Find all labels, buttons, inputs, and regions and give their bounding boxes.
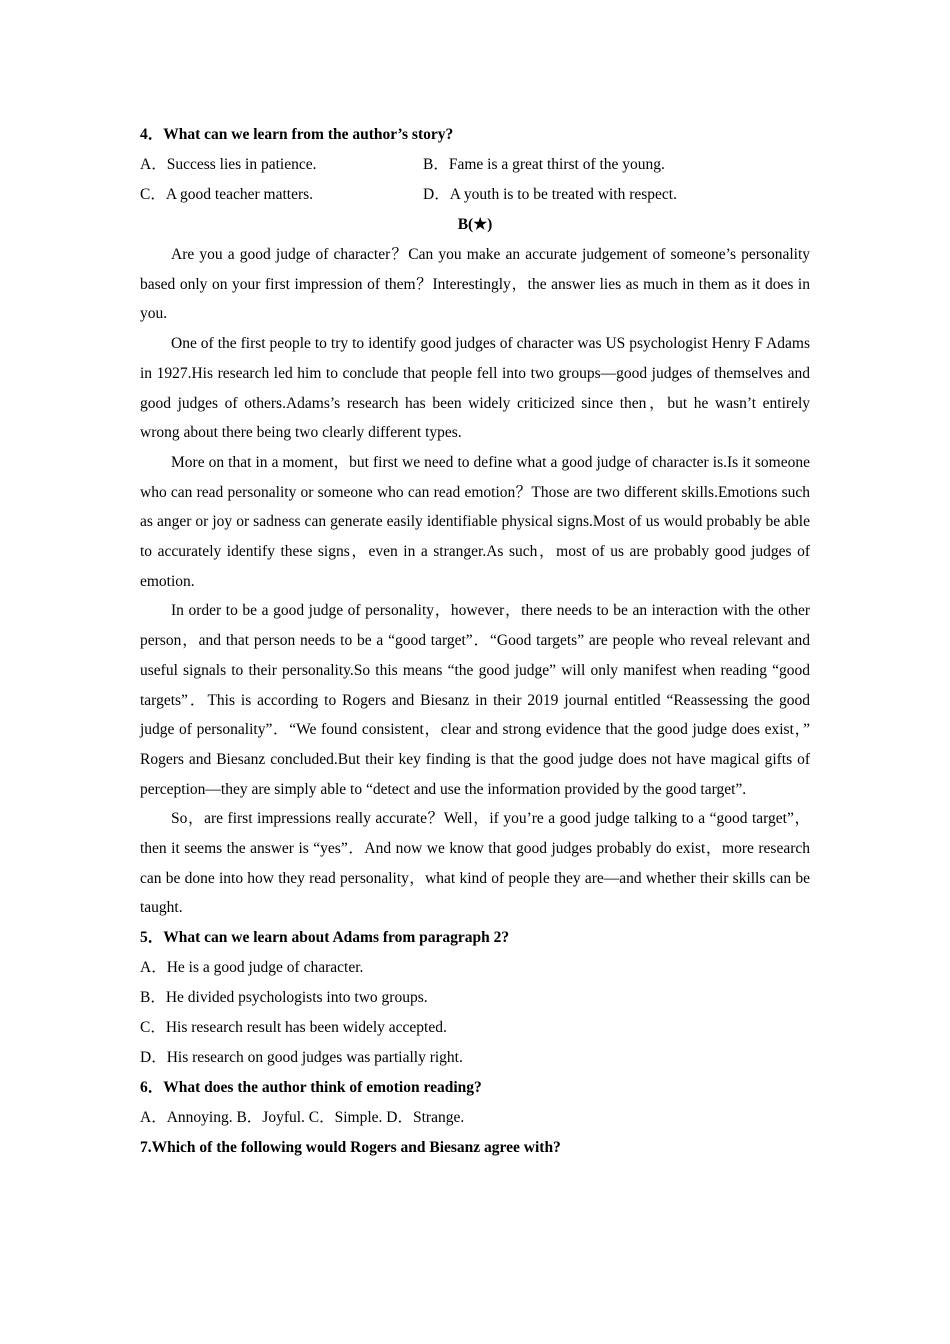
passage-paragraph-4: In order to be a good judge of personality，however，there needs to be an interaction with the other person，and that person needs to be a “good target”．“Good targets” are people who reveal relevant and useful signals to their personality.So this means “the good judge” will only manifest when reading “good targets”．This is according to Rogers and Biesanz in their 2019 journal entitled “Reassessing the good judge of personality”．“We found consistent，clear and strong evidence that the good judge does exist，” Rogers and Biesanz concluded.But their key finding is that the good judge does not have magical gifts of perception—they are simply able to “detect and use the information provided by the good target”. — [140, 602, 810, 798]
question-4-stem: 4．What can we learn from the author’s story? — [140, 126, 454, 143]
question-4-options-row-2 — [140, 180, 810, 210]
section-heading: B(★) — [457, 216, 493, 233]
passage-paragraph-1: Are you a good judge of character？Can you make an accurate judgement of someone’s personality based only on your first impression of them？Interestingly，the answer lies as much in them as it does in you. — [140, 246, 810, 323]
passage-paragraph-5: So，are first impressions really accurate？Well，if you’re a good judge talking to a “good target”，then it seems the answer is “yes”．And now we know that good judges probably do exist，more research can be done into how they read personality，what kind of people they are—and whether their skills can be taught. — [140, 810, 810, 917]
question-5-option-a: A．He is a good judge of character. — [140, 959, 364, 977]
question-4-options-row-1 — [140, 150, 810, 180]
document-page — [140, 120, 810, 1163]
question-4-option-a: A．Success lies in patience. — [140, 156, 317, 173]
question-5-stem: 5．What can we learn about Adams from paragraph 2? — [140, 929, 510, 947]
question-5-option-b: B．He divided psychologists into two groups. — [140, 989, 428, 1007]
question-7-stem: 7.Which of the following would Rogers and Biesanz agree with? — [140, 1139, 561, 1157]
passage-paragraph-3: More on that in a moment，but first we need to define what a good judge of character is.Is it someone who can read personality or someone who can read emotion？Those are two different skills.Emotions such as anger or joy or sadness can generate easily identifiable physical signs.Most of us would probably be able to accurately identify these signs，even in a stranger.As such，most of us are probably good judges of emotion. — [140, 453, 810, 590]
question-4-option-c: C．A good teacher matters. — [140, 186, 314, 203]
question-6-stem: 6．What does the author think of emotion reading? — [140, 1079, 482, 1097]
question-6-options: A．Annoying. B．Joyful. C．Simple. D．Strange. — [140, 1109, 465, 1127]
question-4-option-b: B．Fame is a great thirst of the young. — [423, 156, 665, 173]
question-5-option-d: D．His research on good judges was partially right. — [140, 1049, 463, 1067]
passage-paragraph-2: One of the first people to try to identify good judges of character was US psychologist Henry F Adams in 1927.His research led him to conclude that people fell into two groups—good judges of themselves and good judges of others.Adams’s research has been widely criticized since then，but he wasn’t entirely wrong about there being two clearly different types. — [140, 335, 810, 442]
question-4-option-d: D．A youth is to be treated with respect. — [423, 186, 677, 203]
question-5-option-c: C．His research result has been widely accepted. — [140, 1019, 447, 1037]
